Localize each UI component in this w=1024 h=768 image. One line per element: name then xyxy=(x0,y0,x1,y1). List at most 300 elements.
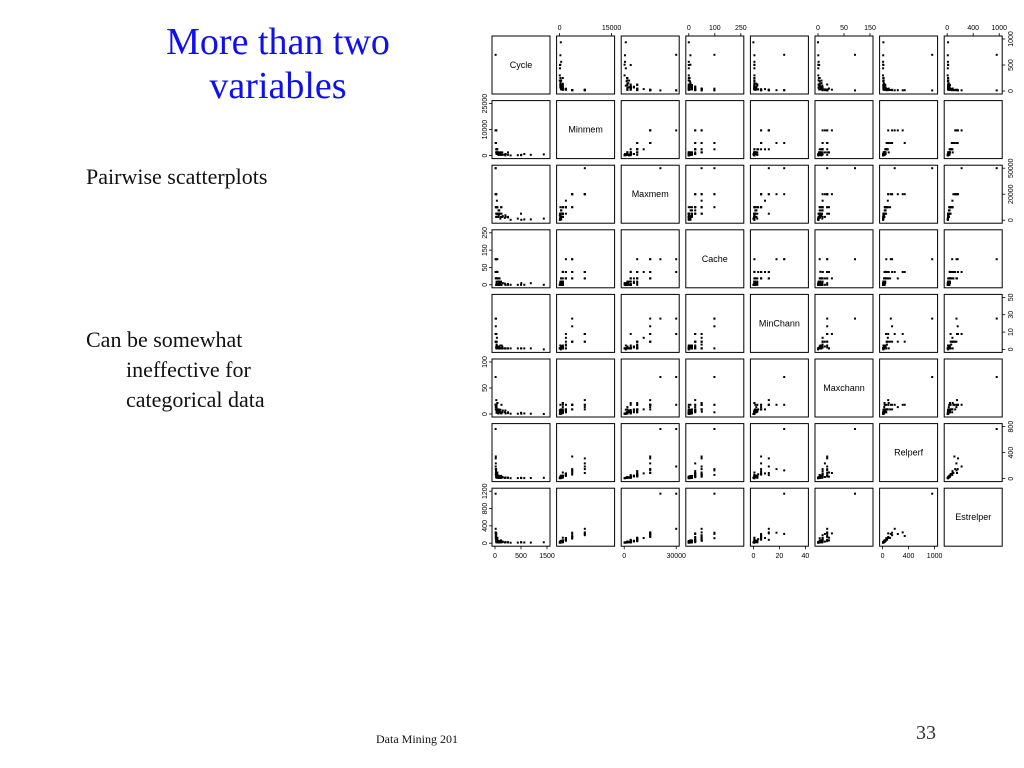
point-5-0-24 xyxy=(502,410,504,412)
point-3-7-56 xyxy=(961,271,963,273)
point-6-3-59 xyxy=(691,477,693,479)
point-2-0-57 xyxy=(495,193,497,195)
point-7-3-27 xyxy=(694,536,696,538)
point-2-5-50 xyxy=(821,218,823,220)
point-3-6-53 xyxy=(884,284,886,286)
point-4-6-59 xyxy=(882,347,884,349)
point-5-4-56 xyxy=(768,404,770,406)
right-tick-label-2-1: 20000 xyxy=(1008,184,1016,204)
point-6-4-2 xyxy=(760,456,762,458)
point-3-6-42 xyxy=(885,258,887,260)
point-5-0-17 xyxy=(510,413,512,415)
footer-text: Data Mining 201 xyxy=(376,732,458,746)
point-7-0-0 xyxy=(495,493,497,495)
point-0-6-55 xyxy=(890,89,892,91)
point-5-6-59 xyxy=(882,411,884,413)
point-5-2-57 xyxy=(649,399,651,401)
point-2-3-50 xyxy=(689,218,691,220)
point-2-7-52 xyxy=(948,209,950,211)
point-6-1-5 xyxy=(584,468,586,470)
point-4-0-52 xyxy=(498,346,500,348)
point-2-3-10 xyxy=(694,209,696,211)
bottom-tick-label-6-0: 0 xyxy=(880,553,885,561)
point-2-5-10 xyxy=(819,209,821,211)
point-5-0-45 xyxy=(496,411,498,413)
point-3-0-59 xyxy=(498,281,500,283)
panel-7-4 xyxy=(750,488,808,546)
point-1-6-0 xyxy=(931,54,933,56)
point-6-2-33 xyxy=(630,474,632,476)
point-0-6-18 xyxy=(882,61,884,63)
point-7-6-56 xyxy=(894,528,896,530)
point-7-5-57 xyxy=(831,532,833,534)
point-0-1-48 xyxy=(562,83,564,85)
point-7-0-37 xyxy=(517,542,519,544)
bottom-tick-label-6-2: 1000 xyxy=(926,553,943,561)
panel-0-7 xyxy=(944,36,1002,94)
point-3-4-56 xyxy=(768,271,770,273)
point-4-0-36 xyxy=(505,347,507,349)
panel-0-3 xyxy=(686,36,744,94)
point-2-6-58 xyxy=(888,206,890,208)
bullet-line-2: ineffective for xyxy=(126,357,251,382)
point-1-3-30 xyxy=(701,148,703,150)
point-2-4-56 xyxy=(768,167,770,169)
point-3-0-51 xyxy=(520,284,522,286)
point-2-0-45 xyxy=(496,216,498,218)
point-5-2-0 xyxy=(675,376,677,378)
point-0-6-37 xyxy=(882,67,884,69)
top-tick-label-1-0: 0 xyxy=(557,25,562,32)
point-4-0-59 xyxy=(498,347,500,349)
point-6-3-56 xyxy=(701,466,703,468)
point-3-6-4 xyxy=(889,277,891,279)
point-1-6-57 xyxy=(887,129,889,131)
point-5-7-30 xyxy=(951,408,953,410)
point-0-2-53 xyxy=(636,84,638,86)
point-6-2-3 xyxy=(649,462,651,464)
point-3-5-52 xyxy=(821,282,823,284)
point-3-4-27 xyxy=(760,277,762,279)
point-2-4-28 xyxy=(760,206,762,208)
point-7-3-25 xyxy=(701,539,703,541)
point-1-5-3 xyxy=(824,129,826,131)
point-0-4-28 xyxy=(760,89,762,91)
point-6-0-1 xyxy=(495,457,497,459)
point-0-1-18 xyxy=(560,61,562,63)
point-3-1-56 xyxy=(584,271,586,273)
point-4-6-42 xyxy=(885,347,887,349)
point-2-4-0 xyxy=(783,167,785,169)
point-7-5-27 xyxy=(826,536,828,538)
point-5-0-53 xyxy=(501,404,503,406)
point-0-4-30 xyxy=(764,88,766,90)
point-4-5-3 xyxy=(824,341,826,343)
point-6-1-55 xyxy=(571,469,573,471)
point-2-4-57 xyxy=(768,193,770,195)
point-7-5-59 xyxy=(819,541,821,543)
point-0-6-47 xyxy=(883,77,885,79)
point-2-6-2 xyxy=(904,193,906,195)
point-0-4-18 xyxy=(753,61,755,63)
point-1-5-48 xyxy=(819,151,821,153)
point-5-2-55 xyxy=(649,404,651,406)
point-7-0-56 xyxy=(495,528,497,530)
point-1-7-56 xyxy=(961,129,963,131)
point-2-0-19 xyxy=(530,218,532,220)
point-0-1-17 xyxy=(559,74,561,76)
point-3-7-49 xyxy=(949,277,951,279)
point-5-6-53 xyxy=(884,404,886,406)
point-3-6-49 xyxy=(884,277,886,279)
point-5-6-1 xyxy=(902,404,904,406)
point-3-6-25 xyxy=(884,271,886,273)
point-6-0-18 xyxy=(523,477,525,479)
point-2-4-52 xyxy=(755,209,757,211)
point-0-7-37 xyxy=(947,67,949,69)
point-3-1-53 xyxy=(559,284,561,286)
left-tick-label-5-1: 50 xyxy=(482,384,489,392)
point-2-0-51 xyxy=(520,213,522,215)
point-4-5-59 xyxy=(819,347,821,349)
point-5-0-57 xyxy=(495,399,497,401)
point-1-5-41 xyxy=(824,151,826,153)
top-tick-label-3-1: 100 xyxy=(708,25,721,32)
point-2-6-57 xyxy=(887,193,889,195)
point-1-5-49 xyxy=(821,148,823,150)
point-1-5-28 xyxy=(822,142,824,144)
point-3-1-49 xyxy=(565,277,567,279)
point-2-6-52 xyxy=(884,209,886,211)
point-5-6-0 xyxy=(931,376,933,378)
point-6-2-59 xyxy=(628,477,630,479)
point-2-5-25 xyxy=(828,213,830,215)
point-5-3-51 xyxy=(688,412,690,414)
point-6-5-30 xyxy=(822,472,824,474)
point-4-0-19 xyxy=(530,347,532,349)
panel-4-3 xyxy=(686,294,744,352)
point-1-7-5 xyxy=(954,129,956,131)
point-0-5-23 xyxy=(821,80,823,82)
point-0-1-22 xyxy=(560,41,562,43)
point-0-5-37 xyxy=(817,67,819,69)
point-1-3-59 xyxy=(691,154,693,156)
point-5-7-0 xyxy=(996,376,998,378)
point-6-5-2 xyxy=(826,456,828,458)
point-6-0-55 xyxy=(495,469,497,471)
point-4-0-54 xyxy=(495,325,497,327)
point-3-4-52 xyxy=(755,282,757,284)
point-0-4-52 xyxy=(755,86,757,88)
point-7-1-0 xyxy=(659,493,661,495)
point-4-0-51 xyxy=(520,347,522,349)
point-0-5-56 xyxy=(826,89,828,91)
point-4-5-8 xyxy=(826,347,828,349)
point-0-3-18 xyxy=(688,61,690,63)
point-7-6-42 xyxy=(885,537,887,539)
point-4-3-42 xyxy=(713,347,715,349)
point-3-5-41 xyxy=(824,284,826,286)
point-4-5-0 xyxy=(854,318,856,320)
point-3-6-58 xyxy=(888,271,890,273)
point-5-1-53 xyxy=(559,404,561,406)
point-7-0-18 xyxy=(523,542,525,544)
point-2-0-22 xyxy=(543,218,545,220)
point-3-5-49 xyxy=(821,277,823,279)
point-0-3-11 xyxy=(691,88,693,90)
point-5-4-54 xyxy=(776,404,778,406)
point-4-2-58 xyxy=(636,347,638,349)
left-tick-label-7-3: 1200 xyxy=(482,483,489,499)
point-1-0-0 xyxy=(495,54,497,56)
point-2-5-30 xyxy=(822,200,824,202)
point-7-1-42 xyxy=(565,537,567,539)
point-5-4-3 xyxy=(760,406,762,408)
point-4-0-37 xyxy=(517,347,519,349)
point-0-3-47 xyxy=(688,77,690,79)
point-4-1-7 xyxy=(565,341,567,343)
point-4-1-54 xyxy=(571,325,573,327)
point-0-3-53 xyxy=(688,84,690,86)
point-0-4-49 xyxy=(756,88,758,90)
point-6-5-55 xyxy=(826,469,828,471)
point-0-1-47 xyxy=(562,77,564,79)
point-7-6-58 xyxy=(888,537,890,539)
point-5-4-53 xyxy=(756,404,758,406)
point-2-4-33 xyxy=(768,213,770,215)
point-6-2-57 xyxy=(649,472,651,474)
point-3-0-36 xyxy=(505,284,507,286)
point-2-6-0 xyxy=(931,167,933,169)
point-4-2-53 xyxy=(636,345,638,347)
point-5-7-56 xyxy=(961,404,963,406)
point-2-6-59 xyxy=(882,214,884,216)
point-3-7-25 xyxy=(949,271,951,273)
panel-5-3 xyxy=(686,359,744,417)
point-6-7-42 xyxy=(951,474,953,476)
point-1-3-0 xyxy=(713,54,715,56)
point-5-2-52 xyxy=(633,410,635,412)
point-2-5-58 xyxy=(828,206,830,208)
point-6-5-42 xyxy=(819,474,821,476)
point-5-4-57 xyxy=(768,399,770,401)
point-7-4-53 xyxy=(756,540,758,542)
point-2-3-42 xyxy=(713,206,715,208)
point-6-5-57 xyxy=(831,472,833,474)
point-1-4-58 xyxy=(753,151,755,153)
point-1-2-56 xyxy=(675,129,677,131)
panel-6-4 xyxy=(750,424,808,482)
point-5-6-3 xyxy=(897,406,899,408)
point-3-4-57 xyxy=(768,277,770,279)
point-5-3-55 xyxy=(713,404,715,406)
point-4-7-5 xyxy=(954,341,956,343)
point-6-4-56 xyxy=(768,466,770,468)
point-2-0-20 xyxy=(520,219,522,221)
point-5-0-19 xyxy=(530,413,532,415)
point-4-2-55 xyxy=(649,318,651,320)
point-6-3-0 xyxy=(713,428,715,430)
diagonal-label-7: Estrelper xyxy=(955,512,992,523)
point-1-3-57 xyxy=(694,129,696,131)
panel-0-4 xyxy=(750,36,808,94)
point-4-6-33 xyxy=(885,333,887,335)
point-0-5-36 xyxy=(818,79,820,81)
point-6-4-54 xyxy=(776,468,778,470)
point-3-6-1 xyxy=(902,271,904,273)
point-7-1-56 xyxy=(584,528,586,530)
point-2-7-58 xyxy=(952,206,954,208)
point-6-4-57 xyxy=(768,472,770,474)
point-2-3-53 xyxy=(688,206,690,208)
point-7-2-53 xyxy=(636,540,638,542)
diagonal-label-3: Cache xyxy=(701,253,728,264)
point-7-2-56 xyxy=(675,528,677,530)
point-6-4-42 xyxy=(753,474,755,476)
point-2-6-50 xyxy=(882,218,884,220)
point-3-5-9 xyxy=(819,271,821,273)
point-4-3-59 xyxy=(691,347,693,349)
point-2-7-56 xyxy=(961,167,963,169)
bullet-ineffective xyxy=(86,325,386,415)
right-tick-label-4-2: 30 xyxy=(1008,310,1016,319)
point-0-6-17 xyxy=(882,74,884,76)
point-4-5-28 xyxy=(822,341,824,343)
point-3-2-0 xyxy=(675,258,677,260)
point-1-7-0 xyxy=(996,54,998,56)
panel-4-2 xyxy=(621,294,679,352)
point-1-3-27 xyxy=(694,142,696,144)
point-5-3-57 xyxy=(694,399,696,401)
point-2-3-5 xyxy=(701,193,703,195)
point-6-1-3 xyxy=(584,462,586,464)
point-3-5-58 xyxy=(828,271,830,273)
point-1-6-5 xyxy=(891,129,893,131)
point-3-0-58 xyxy=(496,271,498,273)
point-2-1-48 xyxy=(562,216,564,218)
point-3-6-59 xyxy=(882,281,884,283)
point-4-0-43 xyxy=(500,347,502,349)
point-7-0-53 xyxy=(501,540,503,542)
point-0-7-57 xyxy=(956,89,958,91)
point-4-7-55 xyxy=(956,318,958,320)
point-5-0-49 xyxy=(496,410,498,412)
point-4-1-30 xyxy=(565,337,567,339)
point-3-7-53 xyxy=(948,284,950,286)
slide-title xyxy=(110,20,446,108)
point-2-5-53 xyxy=(826,206,828,208)
point-1-0-53 xyxy=(501,154,503,156)
point-1-0-36 xyxy=(505,153,507,155)
point-0-4-24 xyxy=(753,82,755,84)
point-0-2-33 xyxy=(630,89,632,91)
point-2-4-54 xyxy=(776,193,778,195)
point-7-0-19 xyxy=(530,542,532,544)
point-3-2-30 xyxy=(643,271,645,273)
point-0-1-36 xyxy=(560,79,562,81)
point-0-2-51 xyxy=(630,64,632,66)
point-3-7-59 xyxy=(947,281,949,283)
point-6-1-58 xyxy=(562,472,564,474)
point-4-6-55 xyxy=(890,318,892,320)
point-7-2-59 xyxy=(628,541,630,543)
point-0-3-59 xyxy=(691,86,693,88)
point-6-0-36 xyxy=(505,477,507,479)
point-0-1-37 xyxy=(559,67,561,69)
point-2-6-30 xyxy=(887,200,889,202)
point-2-0-18 xyxy=(523,218,525,220)
panel-5-0 xyxy=(492,359,550,417)
point-1-4-5 xyxy=(760,129,762,131)
point-3-4-42 xyxy=(753,258,755,260)
point-0-2-30 xyxy=(643,88,645,90)
point-5-6-56 xyxy=(894,404,896,406)
point-6-1-1 xyxy=(584,457,586,459)
point-6-1-56 xyxy=(584,466,586,468)
point-6-2-56 xyxy=(675,466,677,468)
point-1-6-56 xyxy=(894,129,896,131)
point-1-2-59 xyxy=(628,154,630,156)
point-0-6-0 xyxy=(931,89,933,91)
point-4-3-55 xyxy=(713,318,715,320)
point-7-3-56 xyxy=(701,528,703,530)
point-0-1-0 xyxy=(659,89,661,91)
top-tick-label-7-0: 0 xyxy=(945,25,950,32)
bottom-tick-label-0-0: 0 xyxy=(493,553,497,561)
point-1-7-42 xyxy=(951,148,953,150)
point-6-2-1 xyxy=(649,457,651,459)
top-tick-label-7-1: 400 xyxy=(967,25,980,32)
point-3-1-55 xyxy=(571,258,573,260)
point-4-3-57 xyxy=(694,333,696,335)
point-5-7-42 xyxy=(951,411,953,413)
point-5-4-41 xyxy=(755,406,757,408)
point-5-7-3 xyxy=(955,406,957,408)
title-line-1: More than two xyxy=(166,21,390,63)
panel-2-5 xyxy=(815,165,873,223)
point-2-4-27 xyxy=(760,193,762,195)
point-6-3-4 xyxy=(694,470,696,472)
point-2-1-28 xyxy=(571,206,573,208)
point-1-6-49 xyxy=(884,148,886,150)
right-tick-label-2-0: 0 xyxy=(1008,218,1016,223)
point-3-4-55 xyxy=(783,258,785,260)
point-2-5-37 xyxy=(817,218,819,220)
point-5-2-41 xyxy=(626,406,628,408)
point-5-2-59 xyxy=(628,411,630,413)
point-3-2-55 xyxy=(649,258,651,260)
point-4-1-57 xyxy=(584,333,586,335)
panel-7-0 xyxy=(492,488,550,546)
point-1-4-7 xyxy=(760,148,762,150)
point-3-0-17 xyxy=(510,284,512,286)
point-1-4-55 xyxy=(783,142,785,144)
point-3-4-58 xyxy=(753,271,755,273)
point-4-5-52 xyxy=(821,346,823,348)
point-0-5-52 xyxy=(821,86,823,88)
left-tick-label-3-1: 50 xyxy=(482,263,489,272)
point-0-2-22 xyxy=(625,41,627,43)
point-0-1-51 xyxy=(559,64,561,66)
point-5-1-8 xyxy=(562,404,564,406)
point-0-3-19 xyxy=(689,54,691,56)
point-2-0-58 xyxy=(496,206,498,208)
point-2-3-58 xyxy=(701,206,703,208)
point-7-4-28 xyxy=(760,538,762,540)
point-0-5-51 xyxy=(818,64,820,66)
point-7-5-30 xyxy=(822,537,824,539)
point-5-4-30 xyxy=(764,408,766,410)
